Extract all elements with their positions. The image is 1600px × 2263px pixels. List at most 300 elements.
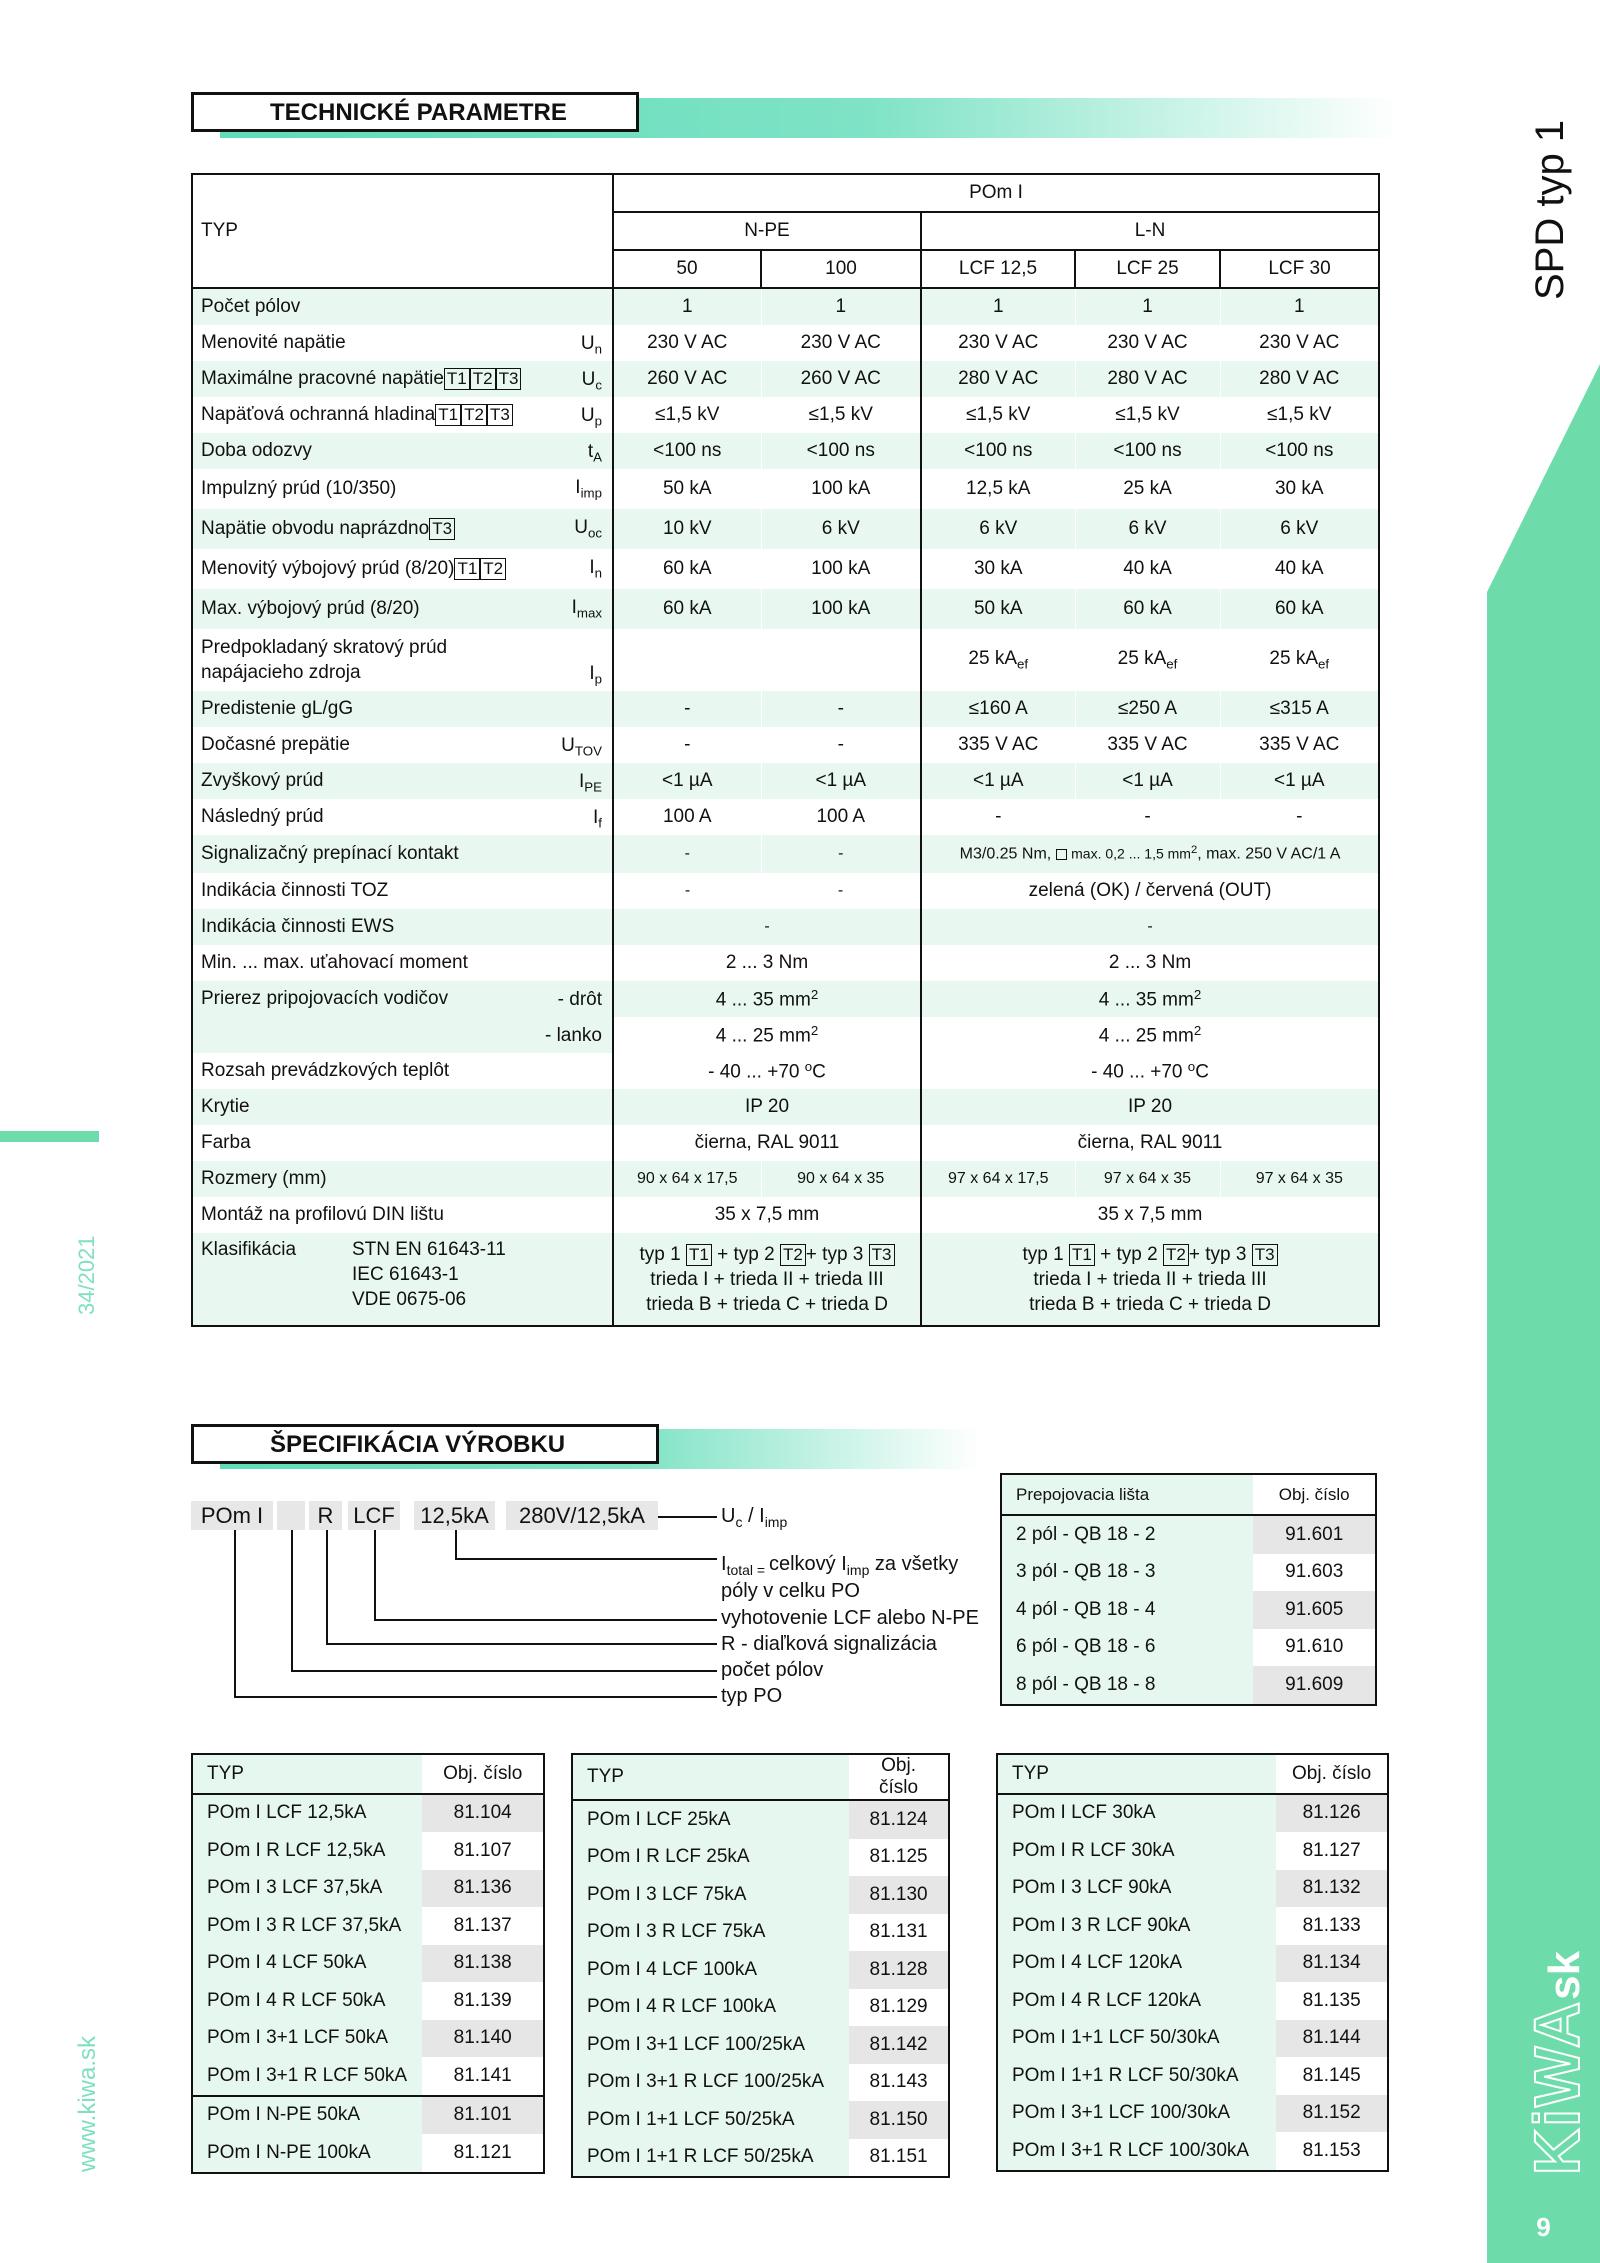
value-cell: 4 ... 35 $mm^2$ <box>921 981 1379 1017</box>
value-cell: 30 kA <box>921 549 1075 589</box>
code-cell: 81.136 <box>422 1870 544 1908</box>
value-cell: - <box>613 909 921 945</box>
value-cell: čierna, RAL 9011 <box>613 1125 921 1161</box>
website-label: www.kiwa.sk <box>74 2035 101 2172</box>
value-cell: 100 A <box>761 799 921 835</box>
table-cell: 91.603 <box>1253 1554 1376 1592</box>
table-row <box>572 2064 949 2102</box>
type-cell: POm I LCF 30kA <box>997 1794 1276 1833</box>
value-cell: ≤1,5 kV <box>921 397 1075 433</box>
value-cell: 1 <box>1220 288 1379 325</box>
value-cell: - <box>761 727 921 763</box>
value-cell: 1 <box>613 288 761 325</box>
symbol: $U_p$ <box>580 405 602 429</box>
order-table <box>571 1753 950 2178</box>
table-row <box>192 2096 544 2135</box>
code-cell: 81.152 <box>1276 2095 1388 2133</box>
table-row <box>997 2132 1388 2171</box>
value-cell: - <box>921 909 1379 945</box>
column-header: Obj. číslo <box>1276 1754 1388 1794</box>
row-label: Rozsah prevádzkových teplôt <box>201 1060 450 1081</box>
class-box: T1 <box>444 368 470 390</box>
value-cell: 100 kA <box>761 549 921 589</box>
type-cell: POm I 1+1 R LCF 50/25kA <box>572 2139 849 2178</box>
classification-npe: typ 1 T1 + typ 2 T2 + typ 3 T3 trieda I + trieda II + trieda III trieda B + trieda C + trieda D <box>613 1233 921 1326</box>
column-header: Obj. číslo <box>849 1754 949 1800</box>
value-cell: 40 kA <box>1220 549 1379 589</box>
table-row <box>997 1832 1388 1870</box>
type-cell: POm I 4 LCF 100kA <box>572 1951 849 1989</box>
row-label: Signalizačný prepínací kontakt <box>192 835 613 873</box>
type-cell: POm I 3 LCF 75kA <box>572 1876 849 1914</box>
class-box: T1 <box>435 404 461 426</box>
table-cell: 6 pól - QB 18 - 6 <box>1001 1629 1253 1667</box>
standard: STN EN 61643-11 <box>352 1239 506 1260</box>
table-row <box>192 1870 544 1908</box>
type-cell: POm I 3+1 LCF 100/30kA <box>997 2095 1276 2133</box>
value-cell: 6 kV <box>1220 509 1379 549</box>
value-cell: 4 ... 25 $mm^2$ <box>921 1017 1379 1053</box>
value-cell: - <box>921 799 1075 835</box>
order-table <box>996 1753 1389 2172</box>
value-cell: 1 <box>921 288 1075 325</box>
code-segment: 12,5kA <box>414 1501 495 1530</box>
value-cell: 1 <box>1075 288 1220 325</box>
value-cell: 40 kA <box>1075 549 1220 589</box>
code-cell: 81.131 <box>849 1914 949 1952</box>
table-row <box>192 1907 544 1945</box>
sidebar-green-band <box>1487 0 1600 2263</box>
type-cell: POm I 4 LCF 50kA <box>192 1945 422 1983</box>
type-cell: POm I LCF 12,5kA <box>192 1794 422 1833</box>
busbar-table <box>1000 1473 1377 1706</box>
standard: IEC 61643-1 <box>352 1264 459 1285</box>
brand-logo: KiWAsk <box>1521 1950 1593 2175</box>
value-cell: 35 x 7,5 mm <box>921 1197 1379 1233</box>
order-table <box>191 1753 545 2174</box>
table-row <box>572 1839 949 1877</box>
value-cell: 260 V AC <box>613 361 761 397</box>
row-label: Indikácia činnosti TOZ <box>201 880 389 901</box>
code-label: póly v celku PO <box>721 1580 860 1602</box>
type-cell: POm I 4 R LCF 120kA <box>997 1982 1276 2020</box>
code-label: R - diaľková signalizácia <box>721 1633 937 1655</box>
type-cell: POm I 3 LCF 90kA <box>997 1870 1276 1908</box>
code-cell: 81.133 <box>1276 1907 1388 1945</box>
table-row <box>572 1876 949 1914</box>
symbol: $I_{imp}$ <box>575 477 602 501</box>
value-cell: - <box>613 873 761 909</box>
issue-label: 34/2021 <box>74 1235 99 1315</box>
code-cell: 81.107 <box>422 1832 544 1870</box>
value-cell: 25 $kA_{ef}$ <box>1075 629 1220 691</box>
model-header: LCF 30 <box>1220 250 1379 288</box>
value-cell: IP 20 <box>921 1089 1379 1125</box>
table-row <box>192 2057 544 2096</box>
symbol: $U_c$ <box>581 369 602 393</box>
value-cell: - <box>1075 799 1220 835</box>
square-icon <box>1056 849 1067 860</box>
symbol: $I_p$ <box>589 663 602 687</box>
type-cell: POm I 1+1 R LCF 50/30kA <box>997 2057 1276 2095</box>
table-row <box>997 1907 1388 1945</box>
connector-line <box>455 1558 717 1560</box>
class-box: T3 <box>496 368 522 390</box>
code-cell: 81.124 <box>849 1800 949 1839</box>
code-label: typ PO <box>721 1685 783 1707</box>
value-cell: ≤160 A <box>921 691 1075 727</box>
table-cell: 3 pól - QB 18 - 3 <box>1001 1554 1253 1592</box>
column-header: Obj. číslo <box>1253 1474 1376 1515</box>
row-label: Max. výbojový prúd (8/20) $I_{max}$ <box>192 589 613 629</box>
value-cell: 97 x 64 x 17,5 <box>921 1161 1075 1197</box>
value-cell: <100 ns <box>613 433 761 469</box>
row-label: Dočasné prepätie $U_{TOV}$ <box>201 734 602 759</box>
connector-line <box>291 1670 717 1672</box>
value-cell: 1 <box>761 288 921 325</box>
table-row <box>192 2020 544 2058</box>
table-row <box>997 2095 1388 2133</box>
section-title: TECHNICKÉ PARAMETRE <box>191 92 639 132</box>
table-cell: 91.609 <box>1253 1666 1376 1705</box>
table-row <box>572 1914 949 1952</box>
group-ln-header: L-N <box>921 212 1379 250</box>
code-cell: 81.132 <box>1276 1870 1388 1908</box>
class-box: T2 <box>470 368 496 390</box>
value-cell: - <box>1220 799 1379 835</box>
code-cell: 81.127 <box>1276 1832 1388 1870</box>
value-cell: - 40 ... +70 $^o$C <box>921 1053 1379 1089</box>
value-cell: - <box>837 882 844 899</box>
value-cell: <100 ns <box>761 433 921 469</box>
code-segment: R <box>309 1501 342 1530</box>
connector-line <box>374 1619 717 1621</box>
code-cell: 81.121 <box>422 2134 544 2173</box>
typ-header: TYP <box>192 174 613 288</box>
value-cell: 335 V AC <box>1075 727 1220 763</box>
row-label: Krytie <box>192 1089 613 1125</box>
row-label: Následný prúd $I_f$ <box>201 806 602 831</box>
code-cell: 81.153 <box>1276 2132 1388 2171</box>
value-cell: <1 µA <box>921 763 1075 799</box>
class-box: T3 <box>487 404 513 426</box>
model-header: LCF 25 <box>1075 250 1220 288</box>
symbol: $U_{TOV}$ <box>561 735 602 759</box>
table-row <box>572 2026 949 2064</box>
code-cell: 81.134 <box>1276 1945 1388 1983</box>
type-cell: POm I 4 LCF 120kA <box>997 1945 1276 1983</box>
type-cell: POm I 3 R LCF 37,5kA <box>192 1907 422 1945</box>
symbol: $I_n$ <box>589 557 602 581</box>
value-cell <box>761 629 921 691</box>
sidebar-title: SPD typ 1 <box>1528 119 1572 300</box>
table-row <box>192 1982 544 2020</box>
code-cell: 81.138 <box>422 1945 544 1983</box>
value-cell: 280 V AC <box>1075 361 1220 397</box>
table-row <box>997 2057 1388 2095</box>
value-cell: <1 µA <box>1075 763 1220 799</box>
symbol: $I_{max}$ <box>571 597 602 621</box>
code-label: počet pólov <box>721 1659 824 1681</box>
class-box: T1 <box>454 558 480 580</box>
row-label: Montáž na profilovú DIN lištu <box>201 1204 444 1225</box>
symbol: $I_{PE}$ <box>578 771 602 795</box>
table-cell: 8 pól - QB 18 - 8 <box>1001 1666 1253 1705</box>
type-cell: POm I 3 R LCF 90kA <box>997 1907 1276 1945</box>
value-cell: - <box>761 691 921 727</box>
value-cell: ≤1,5 kV <box>613 397 761 433</box>
value-cell: 50 kA <box>921 589 1075 629</box>
column-header: Prepojovacia lišta <box>1001 1474 1253 1515</box>
row-label: Indikácia činnosti EWS <box>192 909 613 945</box>
code-label: vyhotovenie LCF alebo N-PE <box>721 1607 979 1629</box>
code-segment: LCF <box>348 1501 400 1530</box>
value-cell: ≤250 A <box>1075 691 1220 727</box>
code-cell: 81.129 <box>849 1989 949 2027</box>
value-cell: 10 kV <box>613 509 761 549</box>
value-cell: IP 20 <box>613 1089 921 1125</box>
column-header: Obj. číslo <box>422 1754 544 1794</box>
row-label: Doba odozvy $t_A$ <box>192 433 613 469</box>
type-cell: POm I 3+1 R LCF 100/30kA <box>997 2132 1276 2171</box>
value-cell: 60 kA <box>1220 589 1379 629</box>
row-label: Farba <box>201 1132 251 1153</box>
value-cell: 6 kV <box>761 509 921 549</box>
classification-ln: typ 1 T1 + typ 2 T2 + typ 3 T3 trieda I + trieda II + trieda III trieda B + trieda C + trieda D <box>921 1233 1379 1326</box>
code-cell: 81.135 <box>1276 1982 1388 2020</box>
table-row <box>572 1989 949 2027</box>
value-cell: 100 kA <box>761 469 921 509</box>
value-cell: čierna, RAL 9011 <box>921 1125 1379 1161</box>
value-cell: 35 x 7,5 mm <box>613 1197 921 1233</box>
code-segment: 280V/12,5kA <box>506 1501 658 1530</box>
type-cell: POm I R LCF 30kA <box>997 1832 1276 1870</box>
code-label: $I_{total =}$ celkový $I_{imp}$ za všetky <box>721 1553 959 1578</box>
table-row <box>997 1945 1388 1983</box>
table-row <box>997 2020 1388 2058</box>
value-cell: - <box>761 835 921 873</box>
type-cell: POm I 3 R LCF 75kA <box>572 1914 849 1952</box>
code-cell: 81.128 <box>849 1951 949 1989</box>
value-cell: - 40 ... +70 $^o$C <box>613 1053 921 1089</box>
code-cell: 81.130 <box>849 1876 949 1914</box>
column-header: TYP <box>192 1754 422 1794</box>
classification-label: Klasifikácia STN EN 61643-11 IEC 61643-1 VDE 0675-06 <box>192 1233 613 1326</box>
value-cell: 335 V AC <box>921 727 1075 763</box>
value-cell: 60 kA <box>613 549 761 589</box>
connector-line <box>234 1530 236 1697</box>
table-cell: 2 pól - QB 18 - 2 <box>1001 1515 1253 1554</box>
type-cell: POm I N-PE 100kA <box>192 2134 422 2173</box>
value-cell: 90 x 64 x 35 <box>761 1161 921 1197</box>
value-cell: 50 kA <box>613 469 761 509</box>
value-cell: ≤1,5 kV <box>1220 397 1379 433</box>
symbol: $U_{oc}$ <box>574 517 602 541</box>
row-label: Menovitý výbojový prúd (8/20) T1 T2 $I_n$ <box>201 557 602 581</box>
value-cell: - <box>613 691 761 727</box>
table-cell: 91.601 <box>1253 1515 1376 1554</box>
value-cell: 6 kV <box>1075 509 1220 549</box>
table-cell: 91.605 <box>1253 1591 1376 1629</box>
symbol: $t_A$ <box>587 441 602 465</box>
value-cell: 60 kA <box>1075 589 1220 629</box>
value-cell: 230 V AC <box>921 325 1075 361</box>
row-label: Predistenie gL/gG <box>192 691 613 727</box>
row-label: Maximálne pracovné napätie T1 T2 T3 $U_c$ <box>192 361 613 397</box>
connector-line <box>658 1516 717 1518</box>
type-cell: POm I LCF 25kA <box>572 1800 849 1839</box>
value-cell: 25 $kA_{ef}$ <box>921 629 1075 691</box>
code-cell: 81.141 <box>422 2057 544 2096</box>
value-cell <box>613 629 761 691</box>
value-cell: 60 kA <box>613 589 761 629</box>
code-cell: 81.140 <box>422 2020 544 2058</box>
technical-parameters-table <box>191 173 1380 1327</box>
value-cell: 6 kV <box>921 509 1075 549</box>
row-label: - lanko <box>192 1017 613 1053</box>
value-cell: 90 x 64 x 17,5 <box>613 1161 761 1197</box>
value-cell: 97 x 64 x 35 <box>1220 1161 1379 1197</box>
code-cell: 81.137 <box>422 1907 544 1945</box>
left-accent-bar <box>0 1131 99 1142</box>
value-cell: 230 V AC <box>761 325 921 361</box>
value-cell: 4 ... 35 $mm^2$ <box>613 981 921 1017</box>
type-cell: POm I 3+1 R LCF 100/25kA <box>572 2064 849 2102</box>
table-row <box>997 1870 1388 1908</box>
value-cell: 4 ... 25 $mm^2$ <box>613 1017 921 1053</box>
model-header: 50 <box>613 250 761 288</box>
row-label: Napäťová ochranná hladina T1 T2 T3 $U_p$ <box>201 404 602 429</box>
code-cell: 81.104 <box>422 1794 544 1833</box>
code-cell: 81.125 <box>849 1839 949 1877</box>
value-cell: <100 ns <box>1075 433 1220 469</box>
row-label: Zvyškový prúd $I_{PE}$ <box>192 763 613 799</box>
type-cell: POm I 3+1 LCF 100/25kA <box>572 2026 849 2064</box>
code-cell: 81.143 <box>849 2064 949 2102</box>
value-cell: 280 V AC <box>1220 361 1379 397</box>
section-title: ŠPECIFIKÁCIA VÝROBKU <box>191 1424 659 1464</box>
value-cell: M3/0.25 Nm, max. 0,2 ... 1,5 $mm^2$, max. 250 V AC/1 A <box>921 835 1379 873</box>
type-cell: POm I 3+1 R LCF 50kA <box>192 2057 422 2096</box>
table-row <box>192 2134 544 2173</box>
standard: VDE 0675-06 <box>352 1289 467 1310</box>
class-box: T3 <box>429 518 455 540</box>
value-cell: - <box>613 727 761 763</box>
row-label: Rozmery (mm) <box>192 1161 613 1197</box>
value-cell: ≤1,5 kV <box>1075 397 1220 433</box>
connector-line <box>291 1530 293 1671</box>
table-row <box>192 1832 544 1870</box>
table-row <box>192 1945 544 1983</box>
table-row <box>572 1951 949 1989</box>
value-cell: <100 ns <box>1220 433 1379 469</box>
code-cell: 81.145 <box>1276 2057 1388 2095</box>
group-npe-header: N-PE <box>613 212 921 250</box>
column-header: TYP <box>997 1754 1276 1794</box>
table-row <box>997 1794 1388 1833</box>
value-cell: 25 $kA_{ef}$ <box>1220 629 1379 691</box>
row-label: Impulzný prúd (10/350) $I_{imp}$ <box>201 477 602 501</box>
code-label: $U_c / I_{imp}$ <box>721 1505 788 1530</box>
value-cell: <100 ns <box>921 433 1075 469</box>
type-cell: POm I 1+1 LCF 50/30kA <box>997 2020 1276 2058</box>
code-cell: 81.151 <box>849 2139 949 2178</box>
type-cell: POm I N-PE 50kA <box>192 2096 422 2135</box>
type-cell: POm I 3 LCF 37,5kA <box>192 1870 422 1908</box>
type-cell: POm I 3+1 LCF 50kA <box>192 2020 422 2058</box>
value-cell: 100 kA <box>761 589 921 629</box>
value-cell: 100 A <box>613 799 761 835</box>
value-cell: <1 µA <box>1220 763 1379 799</box>
type-cell: POm I 4 R LCF 100kA <box>572 1989 849 2027</box>
code-segment <box>277 1501 305 1530</box>
value-cell: 97 x 64 x 35 <box>1075 1161 1220 1197</box>
code-segment: POm I <box>191 1501 273 1530</box>
table-row <box>572 2139 949 2178</box>
value-cell: 2 ... 3 Nm <box>921 945 1379 981</box>
page-number: 9 <box>1536 2212 1551 2242</box>
class-box: T2 <box>461 404 487 426</box>
class-box: T2 <box>480 558 506 580</box>
value-cell: 230 V AC <box>613 325 761 361</box>
row-label: Menovité napätie $U_n$ <box>201 332 602 357</box>
connector-line <box>374 1530 376 1620</box>
table-cell: 4 pól - QB 18 - 4 <box>1001 1591 1253 1629</box>
code-cell: 81.150 <box>849 2101 949 2139</box>
code-cell: 81.139 <box>422 1982 544 2020</box>
value-cell: 25 kA <box>1075 469 1220 509</box>
type-cell: POm I 1+1 LCF 50/25kA <box>572 2101 849 2139</box>
table-row <box>192 1794 544 1833</box>
value-cell: 2 ... 3 Nm <box>613 945 921 981</box>
row-label: Predpokladaný skratový prúd napájacieho zdroja $I_p$ <box>201 637 602 687</box>
value-cell: ≤315 A <box>1220 691 1379 727</box>
value-cell: 280 V AC <box>921 361 1075 397</box>
row-label: Min. ... max. uťahovací moment <box>201 952 468 973</box>
series-header: POm I <box>613 174 1379 212</box>
table-row <box>572 2101 949 2139</box>
connector-line <box>234 1696 717 1698</box>
value-cell: <1 µA <box>761 763 921 799</box>
value-cell: ≤1,5 kV <box>761 397 921 433</box>
model-header: 100 <box>761 250 921 288</box>
table-row <box>572 1800 949 1839</box>
value-cell: - <box>613 835 761 873</box>
type-cell: POm I 4 R LCF 50kA <box>192 1982 422 2020</box>
code-cell: 81.144 <box>1276 2020 1388 2058</box>
row-label: Počet pólov <box>192 288 613 325</box>
connector-line <box>455 1530 457 1559</box>
value-cell: 260 V AC <box>761 361 921 397</box>
value-cell: 30 kA <box>1220 469 1379 509</box>
connector-line <box>326 1643 717 1645</box>
connector-line <box>326 1530 328 1644</box>
row-label: Prierez pripojovacích vodičov - drôt <box>192 981 613 1017</box>
value-cell: zelená (OK) / červená (OUT) <box>921 873 1379 909</box>
value-cell: <1 µA <box>613 763 761 799</box>
row-label: Napätie obvodu naprázdno T3 $U_{oc}$ <box>192 509 613 549</box>
code-cell: 81.126 <box>1276 1794 1388 1833</box>
type-cell: POm I R LCF 25kA <box>572 1839 849 1877</box>
type-cell: POm I R LCF 12,5kA <box>192 1832 422 1870</box>
value-cell: 230 V AC <box>1075 325 1220 361</box>
value-cell: 335 V AC <box>1220 727 1379 763</box>
code-cell: 81.101 <box>422 2096 544 2135</box>
table-cell: 91.610 <box>1253 1629 1376 1667</box>
table-row <box>997 1982 1388 2020</box>
model-header: LCF 12,5 <box>921 250 1075 288</box>
symbol: $I_f$ <box>593 807 602 831</box>
